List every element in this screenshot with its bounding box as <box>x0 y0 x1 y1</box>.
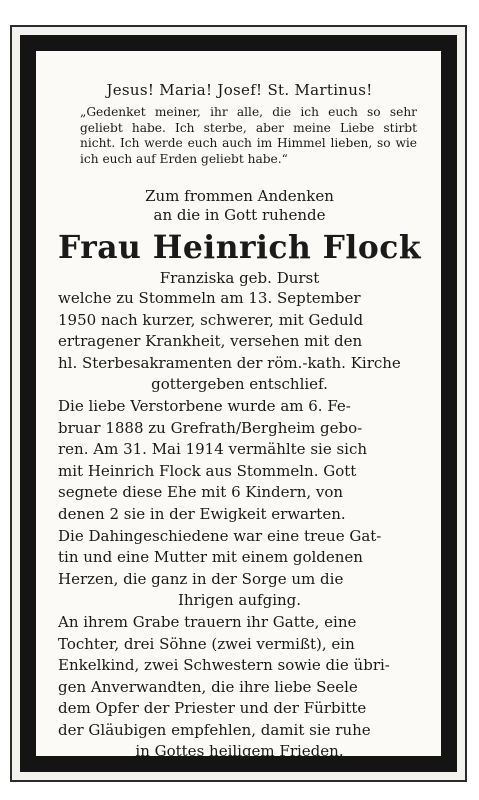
text-line: gen Anverwandten, die ihre liebe Seele <box>58 677 358 696</box>
text-line: Tochter, drei Söhne (zwei vermißt), ein <box>58 634 355 653</box>
text-line: gottergeben entschlief. <box>151 375 328 394</box>
card-inner-panel <box>36 51 441 761</box>
birth-name: Franziska geb. Durst <box>159 269 320 287</box>
text-line: segnete diese Ehe mit 6 Kindern, von <box>58 483 344 502</box>
dedication-line-2: an die in Gott ruhende <box>153 206 326 224</box>
text-line: bruar 1888 zu Grefrath/Bergheim gebo- <box>58 418 363 437</box>
text-line: dem Opfer der Priester und der Fürbitte <box>58 699 367 718</box>
black-mourning-border <box>20 35 457 772</box>
text-line: mit Heinrich Flock aus Stommeln. Gott <box>58 461 357 480</box>
text-line: hl. Sterbesakramenten der röm.-kath. Kirche <box>58 353 401 372</box>
memorial-dedication <box>58 187 421 225</box>
text-line: denen 2 sie in der Ewigkeit erwarten. <box>58 504 346 523</box>
dedication-line-1: Zum frommen Andenken <box>145 187 334 205</box>
life-paragraph <box>58 396 421 612</box>
text-line: Enkelkind, zwei Schwestern sowie die übri- <box>58 656 390 675</box>
text-line: Herzen, die ganz in der Sorge um die <box>58 569 344 588</box>
text-line: welche zu Stommeln am 13. September <box>58 289 361 307</box>
text-line: ren. Am 31. Mai 1914 vermählte sie sich <box>58 440 368 459</box>
text-line: 1950 nach kurzer, schwerer, mit Geduld <box>58 310 364 329</box>
card-content <box>58 61 421 763</box>
deceased-name: Frau Heinrich Flock <box>58 230 422 266</box>
invocation-line: Jesus! Maria! Josef! St. Martinus! <box>106 81 373 99</box>
text-line: Die Dahingeschiedene war eine treue Gat- <box>58 526 382 545</box>
mourners-paragraph <box>58 612 421 763</box>
text-line: tin und eine Mutter mit einem goldenen <box>58 548 363 567</box>
text-line: An ihrem Grabe trauern ihr Gatte, eine <box>58 612 357 631</box>
text-line: Ihrigen aufging. <box>177 591 302 610</box>
text-line: Die liebe Verstorbene wurde am 6. Fe- <box>58 396 351 415</box>
text-line: ertragener Krankheit, versehen mit den <box>58 332 363 351</box>
death-paragraph <box>58 288 421 396</box>
text-line: in Gottes heiligem Frieden. <box>135 742 344 761</box>
farewell-quote: „Gedenket meiner, ihr alle, die ich euch so sehr geliebt habe. Ich sterbe, aber meine Liebe stirbt nicht. Ich werde euch auch im Himmel lieben, so wie ich euch auf Erden geliebt habe.“ <box>80 105 417 166</box>
text-line: der Gläubigen empfehlen, damit sie ruhe <box>58 720 371 739</box>
memorial-card <box>10 25 467 782</box>
